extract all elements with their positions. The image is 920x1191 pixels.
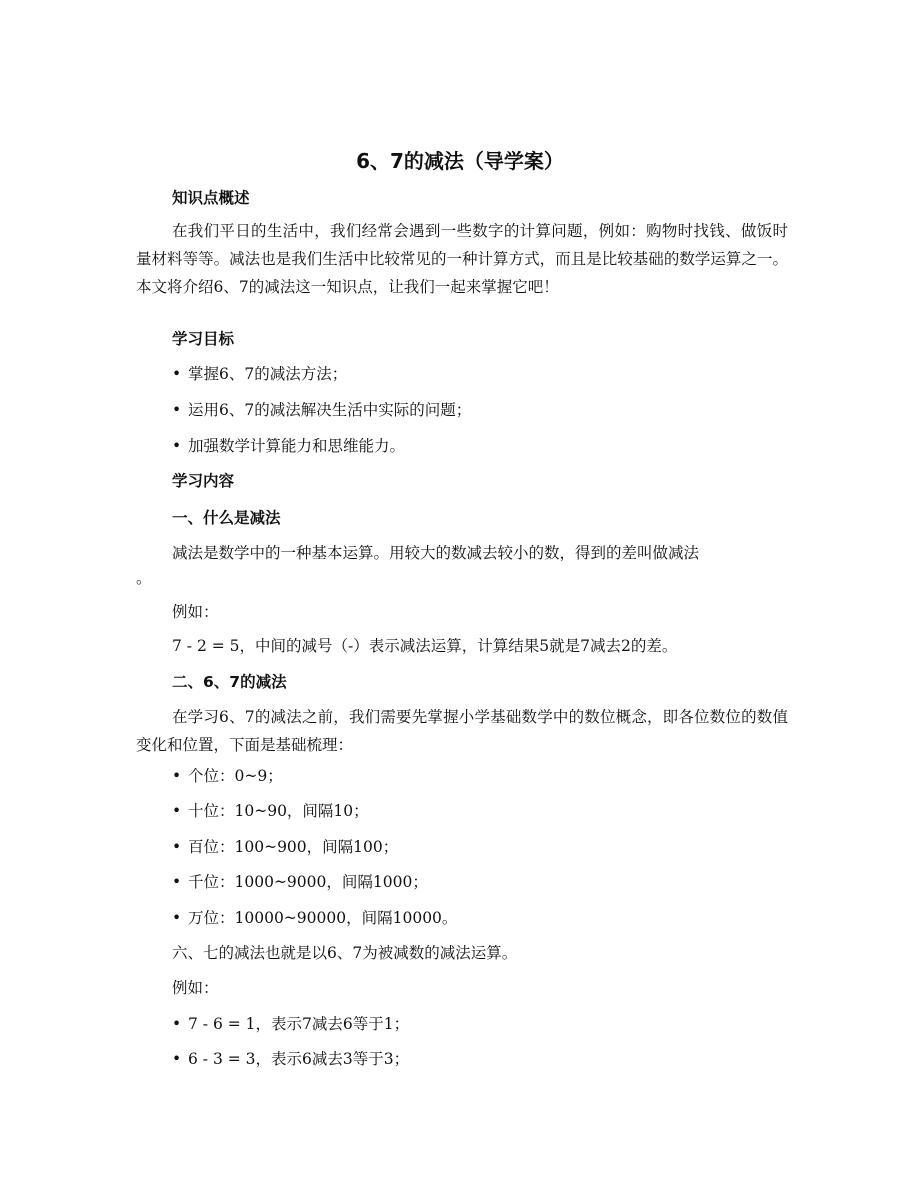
- place-item: [172, 906, 457, 930]
- goal-item-text: 掌握6、7的减法方法；: [188, 365, 348, 383]
- bullet-icon: •: [172, 873, 182, 891]
- place-item: [172, 870, 428, 894]
- place-item: [172, 764, 283, 788]
- place-item-text: 个位：0~9；: [188, 767, 283, 785]
- bullet-icon: •: [172, 1015, 182, 1033]
- bullet-icon: •: [172, 401, 182, 419]
- part2-statement: 六、七的减法也就是以6、7为被减数的减法运算。: [172, 944, 518, 962]
- bullet-icon: •: [172, 767, 182, 785]
- place-item-text: 千位：1000~9000，间隔1000；: [188, 873, 428, 891]
- bullet-icon: •: [172, 838, 182, 856]
- example-item: [172, 1012, 409, 1036]
- heading-part2: 二、6、7的减法: [172, 673, 287, 691]
- heading-goals: 学习目标: [172, 330, 235, 348]
- place-item-text: 十位：10~90，间隔10；: [188, 802, 369, 820]
- bullet-icon: •: [172, 909, 182, 927]
- place-item-text: 百位：100~900，间隔100；: [188, 838, 399, 856]
- bullet-icon: •: [172, 1050, 182, 1068]
- example-item-text: 7 - 6 = 1，表示7减去6等于1；: [188, 1015, 410, 1033]
- place-item: [172, 799, 369, 823]
- heading-content: 学习内容: [172, 472, 235, 490]
- bullet-icon: •: [172, 802, 182, 820]
- goal-item-text: 加强数学计算能力和思维能力。: [188, 437, 406, 455]
- part2-example-label: 例如：: [172, 979, 219, 997]
- goal-item: [172, 398, 471, 422]
- part1-line: 减法是数学中的一种基本运算。用较大的数减去较小的数，得到的差叫做减法: [172, 544, 700, 562]
- part1-example-label: 例如：: [172, 603, 219, 621]
- place-item: [172, 835, 398, 859]
- part1-example: 7 - 2 = 5，中间的减号（-）表示减法运算，计算结果5就是7减去2的差。: [172, 637, 678, 655]
- example-item-text: 6 - 3 = 3，表示6减去3等于3；: [188, 1050, 410, 1068]
- part1-line-end: 。: [136, 569, 152, 587]
- heading-part1: 一、什么是减法: [172, 509, 281, 527]
- goal-item: [172, 362, 347, 386]
- goal-item: [172, 434, 405, 458]
- place-item-text: 万位：10000~90000，间隔10000。: [188, 909, 458, 927]
- example-item: [172, 1047, 409, 1071]
- part2-intro: 在学习6、7的减法之前，我们需要先掌握小学基础数学中的数位概念，即各位数位的数值变化和位置，下面是基础梳理：: [136, 708, 788, 754]
- bullet-icon: •: [172, 365, 182, 383]
- page-title: 6、7的减法（导学案）: [356, 149, 564, 173]
- goal-item-text: 运用6、7的减法解决生活中实际的问题；: [188, 401, 472, 419]
- bullet-icon: •: [172, 437, 182, 455]
- heading-overview: 知识点概述: [172, 189, 250, 207]
- overview-paragraph: 在我们平日的生活中，我们经常会遇到一些数字的计算问题，例如：购物时找钱、做饭时量材料等等。减法也是我们生活中比较常见的一种计算方式，而且是比较基础的数学运算之一。本文将介绍6、7的减法这一知识点，让我们一起来掌握它吧！: [136, 222, 788, 296]
